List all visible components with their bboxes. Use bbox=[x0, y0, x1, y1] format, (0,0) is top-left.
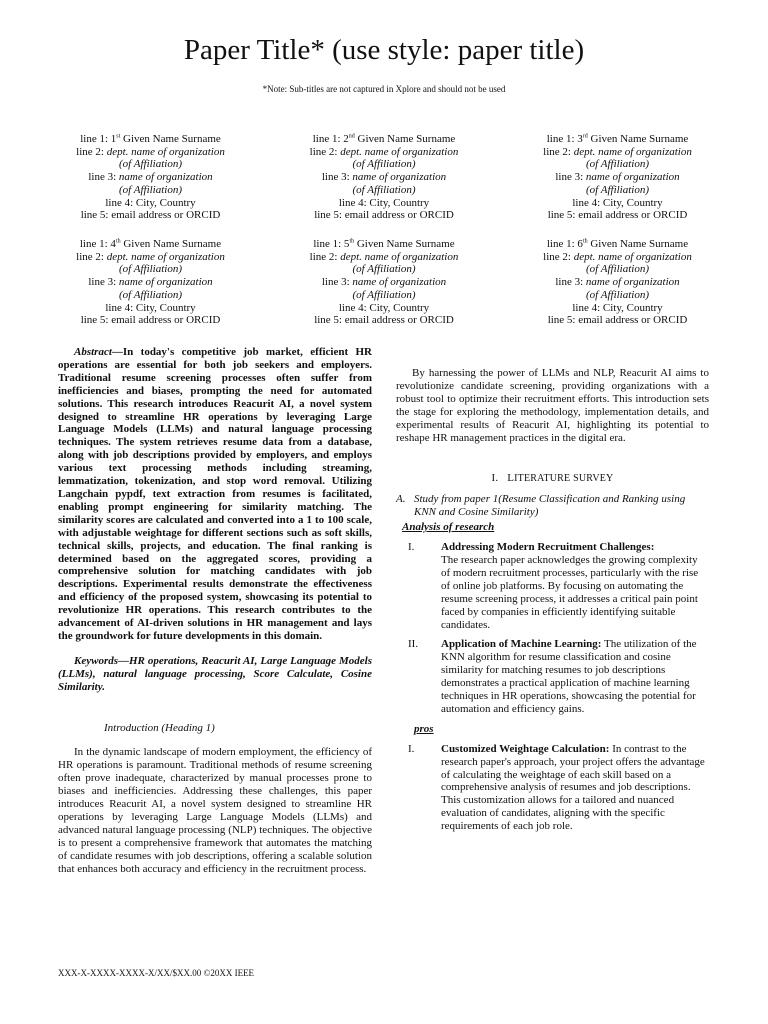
author-line-3: line 3: name of organization bbox=[555, 171, 680, 184]
list-item bbox=[396, 638, 709, 715]
list-number: I. bbox=[408, 541, 415, 554]
analysis-heading: Analysis of research bbox=[402, 521, 495, 534]
author-block bbox=[34, 238, 267, 327]
intro-heading: Introduction (Heading 1) bbox=[104, 721, 215, 734]
list-item-title: Customized Weightage Calculation: bbox=[441, 742, 610, 755]
author-line-2b: (of Affiliation) bbox=[352, 158, 416, 171]
author-line-2: line 2: dept. name of organization bbox=[543, 145, 692, 158]
author-line-2b: (of Affiliation) bbox=[118, 263, 183, 276]
author-line-2b: (of Affiliation) bbox=[585, 158, 650, 171]
author-block bbox=[268, 133, 501, 222]
author-row-2 bbox=[34, 238, 734, 327]
author-line-5: line 5: email address or ORCID bbox=[80, 209, 221, 222]
author-line-1: line 1: 1st Given Name Surname bbox=[80, 133, 221, 145]
intro-paragraph: In the dynamic landscape of modern employment, the efficiency of HR operations is paramount. Traditional methods of resume screening often prove inadequate, characterized by manual processes prone to biases and inefficiencies. Addressing these challenges, this paper introduces Reacurit AI, a novel system designed to streamline HR operations by leveraging Large Language Models (LLMs) and advanced natural language processing (NLP) techniques. The objective is to present a comprehensive framework that automates the matching of candidate resumes with job descriptions, offering a scalable solution that enhances both accuracy and efficiency in the recruitment process. bbox=[58, 746, 372, 875]
subtitle-note: *Note: Sub-titles are not captured in Xplore and should not be used bbox=[262, 84, 506, 94]
author-line-3: line 3: name of organization bbox=[321, 276, 447, 289]
intro-continuation: By harnessing the power of LLMs and NLP, Reacurit AI aims to revolutionize candidate screening, providing organizations with a robust tool to optimize their recruitment efforts. This introduction sets the stage for exploring the methodology, implementation details, and experimental results of Reacurit AI, highlighting its potential to reshape HR management practices in the digital era. bbox=[396, 367, 709, 444]
list-number: II. bbox=[408, 638, 419, 651]
author-row-1 bbox=[34, 133, 734, 222]
author-line-1: line 1: 3rd Given Name Surname bbox=[546, 133, 689, 145]
author-line-2b: (of Affiliation) bbox=[118, 158, 183, 171]
list-item-text: The research paper acknowledges the growing complexity of modern recruitment processes, particularly with the rise of online job platforms. By focusing on automating the resume screening process, it addresses a critical pain point faced by companies in efficiently identifying suitable candidates. bbox=[441, 553, 699, 631]
list-body bbox=[441, 638, 709, 715]
author-line-2: line 2: dept. name of organization bbox=[309, 145, 459, 158]
author-line-1: line 1: 5th Given Name Surname bbox=[313, 238, 455, 250]
author-line-5: line 5: email address or ORCID bbox=[80, 314, 221, 327]
author-line-5: line 5: email address or ORCID bbox=[314, 209, 454, 222]
author-line-3b: (of Affiliation) bbox=[118, 288, 183, 301]
section-title-rest: ITERATURE SURVEY bbox=[514, 473, 614, 485]
author-line-4: line 4: City, Country bbox=[105, 301, 196, 314]
subsection-label: A. bbox=[396, 493, 406, 506]
list-item-text: In contrast to the research paper's approach, your project offers the advantage of calculating the weightage of each skill based on a comprehensive analysis of resumes and job descriptions. This customization allows for a tailored and nuanced evaluation of candidates, aligning with the specific requirements of each job role. bbox=[441, 742, 705, 833]
list-body bbox=[441, 541, 709, 631]
author-line-4: line 4: City, Country bbox=[338, 196, 430, 209]
left-column bbox=[58, 346, 372, 876]
section-heading-literature bbox=[396, 472, 709, 486]
author-line-3b: (of Affiliation) bbox=[118, 183, 183, 196]
author-line-3: line 3: name of organization bbox=[88, 276, 213, 289]
copyright-footer: XXX-X-XXXX-XXXX-X/XX/$XX.00 ©20XX IEEE bbox=[58, 968, 255, 978]
author-line-2: line 2: dept. name of organization bbox=[76, 145, 225, 158]
author-line-1: line 1: 6th Given Name Surname bbox=[546, 238, 689, 250]
author-line-2: line 2: dept. name of organization bbox=[543, 250, 692, 263]
author-line-4: line 4: City, Country bbox=[572, 301, 663, 314]
abstract bbox=[58, 346, 372, 643]
list-body bbox=[441, 743, 709, 833]
author-line-5: line 5: email address or ORCID bbox=[314, 314, 454, 327]
author-line-2: line 2: dept. name of organization bbox=[76, 250, 225, 263]
keywords: Keywords—HR operations, Reacurit AI, Large Language Models (LLMs), natural language processing, Score Calculate, Cosine Similarity. bbox=[58, 654, 372, 693]
author-line-5: line 5: email address or ORCID bbox=[547, 209, 688, 222]
author-line-3b: (of Affiliation) bbox=[585, 183, 650, 196]
abstract-text: In today's competitive job market, efficient HR operations are essential for both job seekers and employers. Traditional resume screening processes often suffer from inefficiencies and biases, prompting the need for automated solutions. This research introduces Reacurit AI, a novel system designed to streamline HR operations by leveraging Large Language Models (LLMs) and natural language processing techniques. The system retrieves resume data from a database, along with job descriptions provided by employers, and employs various text processing methods including streaming, lemmatization, tokenization, and stop word removal. Utilizing Langchain pypdf, text extraction from resumes is facilitated, enabling prompt engineering for similarity matching. The similarity scores are calculated and converted into a 1 to 100 scale, with adjustable weightage for different sections such as soft skills, technical skills, projects, and education. The final ranking is determined based on the aggregated scores, providing a comprehensive solution for matching candidates with job descriptions. Experimental results demonstrate the effectiveness and efficiency of the proposed system, showcasing its potential to revolutionize HR operations. This research contributes to the advancement of AI-driven solutions in HR management and lays the groundwork for future developments in this domain. bbox=[58, 346, 372, 642]
list-item-title: Addressing Modern Recruitment Challenges: bbox=[441, 541, 655, 554]
abstract-lead: Abstract bbox=[74, 346, 112, 358]
list-item bbox=[396, 743, 709, 833]
paper-title: Paper Title* (use style: paper title) bbox=[183, 34, 585, 66]
right-column bbox=[396, 367, 709, 833]
author-line-1: line 1: 4th Given Name Surname bbox=[79, 238, 222, 250]
pros-heading: pros bbox=[414, 722, 434, 735]
list-number: I. bbox=[408, 742, 415, 755]
author-block bbox=[34, 133, 267, 222]
author-line-2: line 2: dept. name of organization bbox=[309, 250, 459, 263]
author-line-3b: (of Affiliation) bbox=[585, 288, 650, 301]
author-block bbox=[501, 133, 734, 222]
author-line-5: line 5: email address or ORCID bbox=[547, 314, 688, 327]
author-block bbox=[268, 238, 501, 327]
list-item-title: Application of Machine Learning: bbox=[441, 638, 602, 651]
author-line-3: line 3: name of organization bbox=[555, 276, 680, 289]
author-line-4: line 4: City, Country bbox=[572, 196, 663, 209]
author-line-2b: (of Affiliation) bbox=[585, 263, 650, 276]
section-title-first: L bbox=[507, 472, 515, 485]
list-item bbox=[396, 541, 709, 631]
author-line-3: line 3: name of organization bbox=[321, 171, 447, 184]
author-line-2b: (of Affiliation) bbox=[352, 263, 416, 276]
subsection-text: Study from paper 1(Resume Classification and Ranking using KNN and Cosine Similarity) bbox=[414, 493, 686, 519]
subsection-heading bbox=[396, 493, 709, 519]
author-line-1: line 1: 2nd Given Name Surname bbox=[312, 133, 456, 145]
abstract-dash: — bbox=[111, 346, 123, 358]
author-line-3b: (of Affiliation) bbox=[352, 288, 416, 301]
author-line-4: line 4: City, Country bbox=[105, 196, 196, 209]
author-line-3b: (of Affiliation) bbox=[352, 183, 416, 196]
author-line-3: line 3: name of organization bbox=[88, 171, 213, 184]
author-block bbox=[501, 238, 734, 327]
section-number: I. bbox=[491, 472, 499, 485]
list-item-text: The utilization of the KNN algorithm for resume classification and cosine similarity for matching resumes to job descriptions demonstrates a practical application of machine learning techniques in HR operations, showcasing the potential for automation and efficiency gains. bbox=[441, 638, 697, 715]
author-line-4: line 4: City, Country bbox=[338, 301, 430, 314]
